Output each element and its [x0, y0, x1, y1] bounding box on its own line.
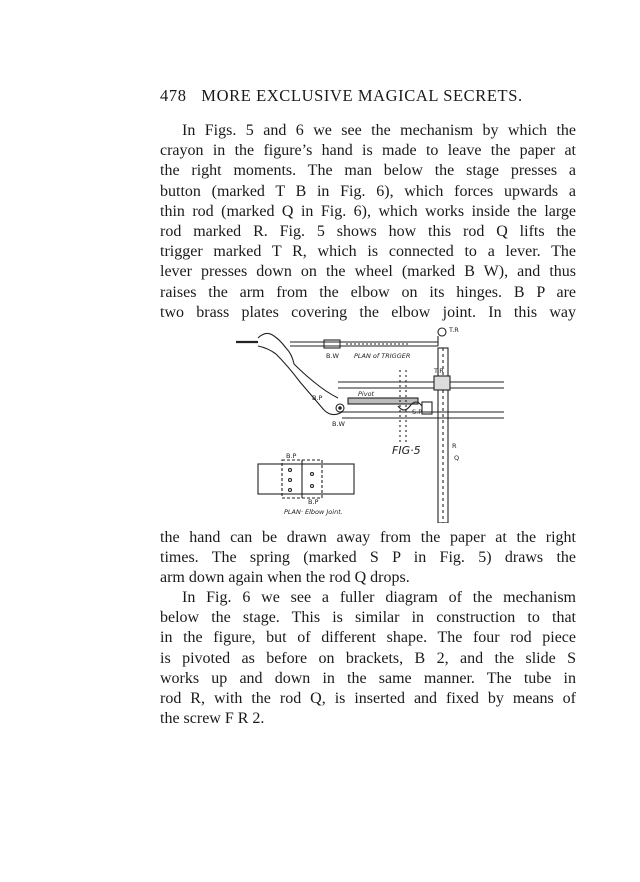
running-title: MORE EXCLUSIVE MAGICAL SECRETS.: [201, 86, 523, 105]
paragraph-3: [160, 588, 576, 729]
label-bw-mid: B.W: [332, 420, 345, 428]
paragraph-1: [160, 121, 576, 323]
label-bp: B.P: [312, 394, 323, 402]
text-line: two brass plates covering the elbow joint. In this way: [160, 303, 576, 321]
running-header: [160, 86, 560, 106]
label-sp: S.P: [412, 408, 423, 416]
label-tr-top: T.R: [449, 326, 459, 334]
page-number: 478: [160, 86, 187, 105]
text-line: the hand can be drawn away from the paper at the right: [160, 529, 576, 546]
paragraph-2: [160, 528, 576, 589]
label-bp-plan-bottom: B.P: [308, 498, 319, 506]
label-q: Q: [454, 454, 460, 462]
text-line: trigger marked T R, which is connected to a lever. The: [160, 243, 576, 261]
text-line: the right moments. The man below the stage presses a: [160, 162, 576, 180]
text-line: the screw F R 2.: [160, 710, 265, 728]
label-plan-elbow: PLAN· Elbow Joint.: [284, 508, 343, 516]
label-bw-top: B.W: [326, 352, 339, 360]
text-line: button (marked T B in Fig. 6), which forces upwards a: [160, 182, 576, 200]
label-plan-trigger: PLAN of TRIGGER: [354, 352, 411, 360]
mechanism-drawing: [228, 318, 524, 523]
label-tr-mid: T.R: [434, 367, 444, 375]
text-line: works up and down in the same manner. The tube in: [160, 669, 576, 687]
text-line: in the figure, but of different shape. The four rod piece: [160, 629, 576, 647]
text-line: rod R, with the rod Q, is inserted and fixed by means of: [160, 690, 576, 708]
text-line: In Figs. 5 and 6 we see the mechanism by which the: [182, 122, 576, 139]
text-line: is pivoted as before on brackets, B 2, and the slide S: [160, 649, 576, 667]
label-r: R: [452, 442, 457, 450]
label-bp-plan-top: B.P: [286, 452, 297, 460]
text-line: In Fig. 6 we see a fuller diagram of the mechanism: [182, 589, 576, 606]
text-line: arm down again when the rod Q drops.: [160, 569, 410, 587]
label-pivot: Pivot: [358, 390, 375, 398]
figure-caption: FIG·5: [392, 444, 421, 457]
text-line: thin rod (marked Q in Fig. 6), which works inside the large: [160, 202, 576, 220]
text-line: rod marked R. Fig. 5 shows how this rod Q lifts the: [160, 223, 576, 241]
text-line: raises the arm from the elbow on its hinges. B P are: [160, 283, 576, 301]
text-line: times. The spring (marked S P in Fig. 5) draws the: [160, 549, 576, 567]
text-line: crayon in the figure’s hand is made to leave the paper at: [160, 142, 576, 160]
text-line: below the stage. This is similar in construction to that: [160, 609, 576, 627]
figure-5-diagram: [228, 318, 524, 523]
text-line: lever presses down on the wheel (marked B W), and thus: [160, 263, 576, 281]
